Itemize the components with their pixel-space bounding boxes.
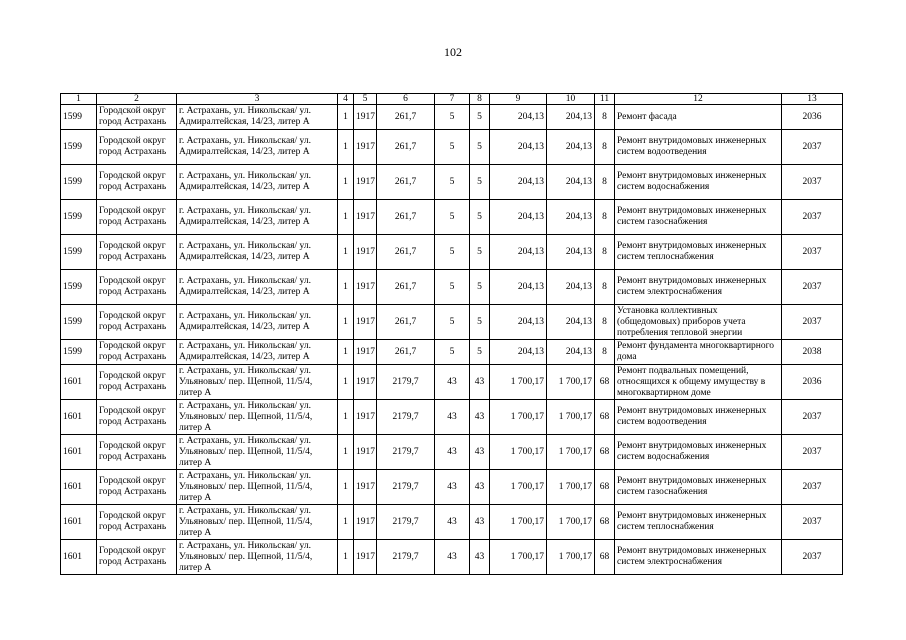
- cell-planned-year: 2037: [782, 435, 843, 470]
- cell-year-built: 1917: [354, 130, 377, 165]
- cell-col-8-value: 5: [470, 305, 490, 340]
- cell-area-value-a: 204,13: [490, 200, 547, 235]
- cell-col-7-value: 43: [435, 365, 470, 400]
- cell-work-type: Ремонт внутридомовых инженерных систем водоснабжения: [615, 165, 782, 200]
- cell-planned-year: 2036: [782, 105, 843, 130]
- cell-col-7-value: 43: [435, 435, 470, 470]
- cell-municipality: Городской округ город Астрахань: [97, 165, 177, 200]
- cell-work-type: Ремонт внутридомовых инженерных систем водоотведения: [615, 130, 782, 165]
- cell-municipality: Городской округ город Астрахань: [97, 130, 177, 165]
- cell-col-8-value: 5: [470, 130, 490, 165]
- cell-floor-count: 1: [338, 235, 354, 270]
- cell-address: г. Астрахань, ул. Никольская/ ул. Адмиралтейская, 14/23, литер А: [177, 270, 338, 305]
- cell-record-number: 1601: [61, 365, 97, 400]
- cell-year-built: 1917: [354, 400, 377, 435]
- cell-total-area: 261,7: [377, 235, 435, 270]
- cell-planned-year: 2036: [782, 365, 843, 400]
- cell-work-type: Ремонт фасада: [615, 105, 782, 130]
- cell-record-number: 1599: [61, 130, 97, 165]
- cell-area-value-b: 204,13: [547, 305, 595, 340]
- column-number-row: [61, 94, 843, 105]
- cell-area-value-b: 1 700,17: [547, 505, 595, 540]
- cell-area-value-a: 204,13: [490, 105, 547, 130]
- cell-record-number: 1599: [61, 105, 97, 130]
- cell-area-value-b: 204,13: [547, 130, 595, 165]
- cell-col-8-value: 5: [470, 270, 490, 305]
- cell-work-type: Ремонт внутридомовых инженерных систем теплоснабжения: [615, 235, 782, 270]
- column-header: 5: [354, 94, 377, 105]
- cell-area-value-b: 1 700,17: [547, 540, 595, 575]
- column-header: 3: [177, 94, 338, 105]
- cell-year-built: 1917: [354, 340, 377, 365]
- cell-address: г. Астрахань, ул. Никольская/ ул. Адмиралтейская, 14/23, литер А: [177, 105, 338, 130]
- cell-total-area: 261,7: [377, 200, 435, 235]
- cell-record-number: 1601: [61, 540, 97, 575]
- cell-record-number: 1599: [61, 270, 97, 305]
- table-row: [61, 200, 843, 235]
- cell-residents-count: 8: [595, 165, 615, 200]
- cell-record-number: 1601: [61, 470, 97, 505]
- column-header: 8: [470, 94, 490, 105]
- cell-planned-year: 2037: [782, 235, 843, 270]
- cell-planned-year: 2037: [782, 505, 843, 540]
- cell-residents-count: 8: [595, 340, 615, 365]
- cell-municipality: Городской округ город Астрахань: [97, 365, 177, 400]
- cell-area-value-b: 204,13: [547, 340, 595, 365]
- cell-floor-count: 1: [338, 200, 354, 235]
- cell-col-8-value: 43: [470, 435, 490, 470]
- cell-municipality: Городской округ город Астрахань: [97, 340, 177, 365]
- cell-address: г. Астрахань, ул. Никольская/ ул. Ульяновых/ пер. Щепной, 11/5/4, литер А: [177, 470, 338, 505]
- cell-area-value-a: 1 700,17: [490, 435, 547, 470]
- cell-year-built: 1917: [354, 470, 377, 505]
- cell-residents-count: 68: [595, 470, 615, 505]
- column-header: 13: [782, 94, 843, 105]
- table-row: [61, 365, 843, 400]
- cell-planned-year: 2037: [782, 400, 843, 435]
- cell-col-8-value: 43: [470, 505, 490, 540]
- cell-col-8-value: 5: [470, 340, 490, 365]
- cell-area-value-b: 1 700,17: [547, 400, 595, 435]
- cell-col-8-value: 5: [470, 235, 490, 270]
- cell-col-7-value: 43: [435, 470, 470, 505]
- cell-record-number: 1599: [61, 340, 97, 365]
- column-header: 1: [61, 94, 97, 105]
- cell-area-value-a: 204,13: [490, 165, 547, 200]
- cell-floor-count: 1: [338, 435, 354, 470]
- cell-col-7-value: 5: [435, 305, 470, 340]
- cell-address: г. Астрахань, ул. Никольская/ ул. Ульяновых/ пер. Щепной, 11/5/4, литер А: [177, 505, 338, 540]
- cell-floor-count: 1: [338, 470, 354, 505]
- cell-floor-count: 1: [338, 105, 354, 130]
- repair-register-table: [60, 93, 843, 575]
- cell-area-value-a: 1 700,17: [490, 470, 547, 505]
- cell-residents-count: 8: [595, 305, 615, 340]
- cell-address: г. Астрахань, ул. Никольская/ ул. Ульяновых/ пер. Щепной, 11/5/4, литер А: [177, 400, 338, 435]
- table-row: [61, 340, 843, 365]
- cell-municipality: Городской округ город Астрахань: [97, 400, 177, 435]
- cell-work-type: Ремонт фундамента многоквартирного дома: [615, 340, 782, 365]
- cell-municipality: Городской округ город Астрахань: [97, 235, 177, 270]
- cell-floor-count: 1: [338, 340, 354, 365]
- register-body: [61, 105, 843, 575]
- cell-municipality: Городской округ город Астрахань: [97, 470, 177, 505]
- table-row: [61, 470, 843, 505]
- cell-municipality: Городской округ город Астрахань: [97, 540, 177, 575]
- cell-year-built: 1917: [354, 165, 377, 200]
- cell-year-built: 1917: [354, 305, 377, 340]
- cell-total-area: 261,7: [377, 270, 435, 305]
- cell-residents-count: 8: [595, 200, 615, 235]
- cell-municipality: Городской округ город Астрахань: [97, 305, 177, 340]
- cell-col-7-value: 5: [435, 200, 470, 235]
- cell-col-7-value: 5: [435, 340, 470, 365]
- column-header: 4: [338, 94, 354, 105]
- cell-residents-count: 68: [595, 365, 615, 400]
- cell-col-8-value: 43: [470, 470, 490, 505]
- cell-residents-count: 68: [595, 505, 615, 540]
- cell-area-value-b: 1 700,17: [547, 365, 595, 400]
- cell-address: г. Астрахань, ул. Никольская/ ул. Ульяновых/ пер. Щепной, 11/5/4, литер А: [177, 435, 338, 470]
- cell-col-8-value: 5: [470, 200, 490, 235]
- cell-floor-count: 1: [338, 270, 354, 305]
- cell-record-number: 1601: [61, 505, 97, 540]
- cell-col-7-value: 43: [435, 505, 470, 540]
- cell-work-type: Ремонт внутридомовых инженерных систем водоснабжения: [615, 435, 782, 470]
- cell-record-number: 1599: [61, 235, 97, 270]
- column-header: 10: [547, 94, 595, 105]
- cell-total-area: 2179,7: [377, 400, 435, 435]
- table-row: [61, 130, 843, 165]
- cell-col-8-value: 43: [470, 365, 490, 400]
- cell-floor-count: 1: [338, 540, 354, 575]
- cell-planned-year: 2037: [782, 470, 843, 505]
- cell-residents-count: 68: [595, 400, 615, 435]
- cell-work-type: Ремонт внутридомовых инженерных систем теплоснабжения: [615, 505, 782, 540]
- cell-planned-year: 2037: [782, 540, 843, 575]
- cell-planned-year: 2037: [782, 130, 843, 165]
- cell-area-value-a: 1 700,17: [490, 400, 547, 435]
- cell-residents-count: 8: [595, 235, 615, 270]
- cell-col-7-value: 43: [435, 540, 470, 575]
- cell-planned-year: 2037: [782, 305, 843, 340]
- cell-floor-count: 1: [338, 130, 354, 165]
- cell-total-area: 261,7: [377, 165, 435, 200]
- column-header: 7: [435, 94, 470, 105]
- cell-address: г. Астрахань, ул. Никольская/ ул. Адмиралтейская, 14/23, литер А: [177, 200, 338, 235]
- cell-year-built: 1917: [354, 235, 377, 270]
- cell-area-value-a: 204,13: [490, 235, 547, 270]
- cell-residents-count: 8: [595, 270, 615, 305]
- cell-total-area: 2179,7: [377, 365, 435, 400]
- cell-col-7-value: 5: [435, 130, 470, 165]
- cell-area-value-b: 204,13: [547, 200, 595, 235]
- cell-record-number: 1599: [61, 165, 97, 200]
- cell-total-area: 261,7: [377, 105, 435, 130]
- cell-municipality: Городской округ город Астрахань: [97, 505, 177, 540]
- cell-municipality: Городской округ город Астрахань: [97, 435, 177, 470]
- table-row: [61, 105, 843, 130]
- cell-area-value-b: 204,13: [547, 165, 595, 200]
- page-number: 102: [444, 45, 462, 59]
- cell-total-area: 261,7: [377, 340, 435, 365]
- cell-area-value-a: 204,13: [490, 305, 547, 340]
- cell-col-7-value: 43: [435, 400, 470, 435]
- table-row: [61, 235, 843, 270]
- cell-year-built: 1917: [354, 540, 377, 575]
- cell-record-number: 1601: [61, 400, 97, 435]
- table-row: [61, 540, 843, 575]
- cell-floor-count: 1: [338, 400, 354, 435]
- cell-col-8-value: 5: [470, 165, 490, 200]
- cell-municipality: Городской округ город Астрахань: [97, 105, 177, 130]
- cell-col-8-value: 43: [470, 400, 490, 435]
- table-row: [61, 400, 843, 435]
- cell-address: г. Астрахань, ул. Никольская/ ул. Адмиралтейская, 14/23, литер А: [177, 235, 338, 270]
- table-row: [61, 165, 843, 200]
- cell-municipality: Городской округ город Астрахань: [97, 200, 177, 235]
- cell-planned-year: 2038: [782, 340, 843, 365]
- cell-year-built: 1917: [354, 505, 377, 540]
- cell-work-type: Ремонт внутридомовых инженерных систем газоснабжения: [615, 470, 782, 505]
- column-header: 11: [595, 94, 615, 105]
- cell-col-7-value: 5: [435, 235, 470, 270]
- cell-col-7-value: 5: [435, 270, 470, 305]
- cell-area-value-a: 204,13: [490, 130, 547, 165]
- cell-floor-count: 1: [338, 505, 354, 540]
- cell-residents-count: 8: [595, 130, 615, 165]
- cell-area-value-a: 204,13: [490, 270, 547, 305]
- cell-year-built: 1917: [354, 105, 377, 130]
- table-row: [61, 505, 843, 540]
- cell-address: г. Астрахань, ул. Никольская/ ул. Адмиралтейская, 14/23, литер А: [177, 340, 338, 365]
- cell-total-area: 261,7: [377, 130, 435, 165]
- cell-work-type: Ремонт подвальных помещений, относящихся к общему имуществу в многоквартирном доме: [615, 365, 782, 400]
- cell-area-value-b: 204,13: [547, 270, 595, 305]
- cell-area-value-b: 1 700,17: [547, 435, 595, 470]
- cell-work-type: Установка коллективных (общедомовых) приборов учета потребления тепловой энергии: [615, 305, 782, 340]
- cell-area-value-a: 1 700,17: [490, 365, 547, 400]
- cell-col-8-value: 5: [470, 105, 490, 130]
- cell-floor-count: 1: [338, 305, 354, 340]
- column-header: 9: [490, 94, 547, 105]
- table-row: [61, 305, 843, 340]
- column-header: 12: [615, 94, 782, 105]
- cell-total-area: 2179,7: [377, 505, 435, 540]
- cell-planned-year: 2037: [782, 200, 843, 235]
- cell-col-7-value: 5: [435, 165, 470, 200]
- cell-address: г. Астрахань, ул. Никольская/ ул. Ульяновых/ пер. Щепной, 11/5/4, литер А: [177, 365, 338, 400]
- cell-record-number: 1599: [61, 200, 97, 235]
- cell-area-value-a: 1 700,17: [490, 540, 547, 575]
- cell-work-type: Ремонт внутридомовых инженерных систем водоотведения: [615, 400, 782, 435]
- cell-planned-year: 2037: [782, 165, 843, 200]
- cell-record-number: 1599: [61, 305, 97, 340]
- cell-floor-count: 1: [338, 165, 354, 200]
- cell-area-value-b: 1 700,17: [547, 470, 595, 505]
- cell-area-value-b: 204,13: [547, 105, 595, 130]
- cell-year-built: 1917: [354, 435, 377, 470]
- cell-total-area: 2179,7: [377, 435, 435, 470]
- cell-work-type: Ремонт внутридомовых инженерных систем электроснабжения: [615, 540, 782, 575]
- cell-area-value-b: 204,13: [547, 235, 595, 270]
- cell-address: г. Астрахань, ул. Никольская/ ул. Адмиралтейская, 14/23, литер А: [177, 305, 338, 340]
- cell-work-type: Ремонт внутридомовых инженерных систем электроснабжения: [615, 270, 782, 305]
- cell-area-value-a: 1 700,17: [490, 505, 547, 540]
- cell-total-area: 2179,7: [377, 540, 435, 575]
- cell-work-type: Ремонт внутридомовых инженерных систем газоснабжения: [615, 200, 782, 235]
- cell-municipality: Городской округ город Астрахань: [97, 270, 177, 305]
- cell-address: г. Астрахань, ул. Никольская/ ул. Адмиралтейская, 14/23, литер А: [177, 130, 338, 165]
- column-header: 6: [377, 94, 435, 105]
- cell-record-number: 1601: [61, 435, 97, 470]
- table-row: [61, 270, 843, 305]
- cell-year-built: 1917: [354, 200, 377, 235]
- cell-residents-count: 68: [595, 435, 615, 470]
- cell-total-area: 2179,7: [377, 470, 435, 505]
- cell-address: г. Астрахань, ул. Никольская/ ул. Ульяновых/ пер. Щепной, 11/5/4, литер А: [177, 540, 338, 575]
- cell-total-area: 261,7: [377, 305, 435, 340]
- cell-area-value-a: 204,13: [490, 340, 547, 365]
- cell-floor-count: 1: [338, 365, 354, 400]
- cell-year-built: 1917: [354, 365, 377, 400]
- cell-col-7-value: 5: [435, 105, 470, 130]
- cell-planned-year: 2037: [782, 270, 843, 305]
- cell-residents-count: 68: [595, 540, 615, 575]
- table-row: [61, 435, 843, 470]
- cell-residents-count: 8: [595, 105, 615, 130]
- cell-col-8-value: 43: [470, 540, 490, 575]
- cell-address: г. Астрахань, ул. Никольская/ ул. Адмиралтейская, 14/23, литер А: [177, 165, 338, 200]
- cell-year-built: 1917: [354, 270, 377, 305]
- column-header: 2: [97, 94, 177, 105]
